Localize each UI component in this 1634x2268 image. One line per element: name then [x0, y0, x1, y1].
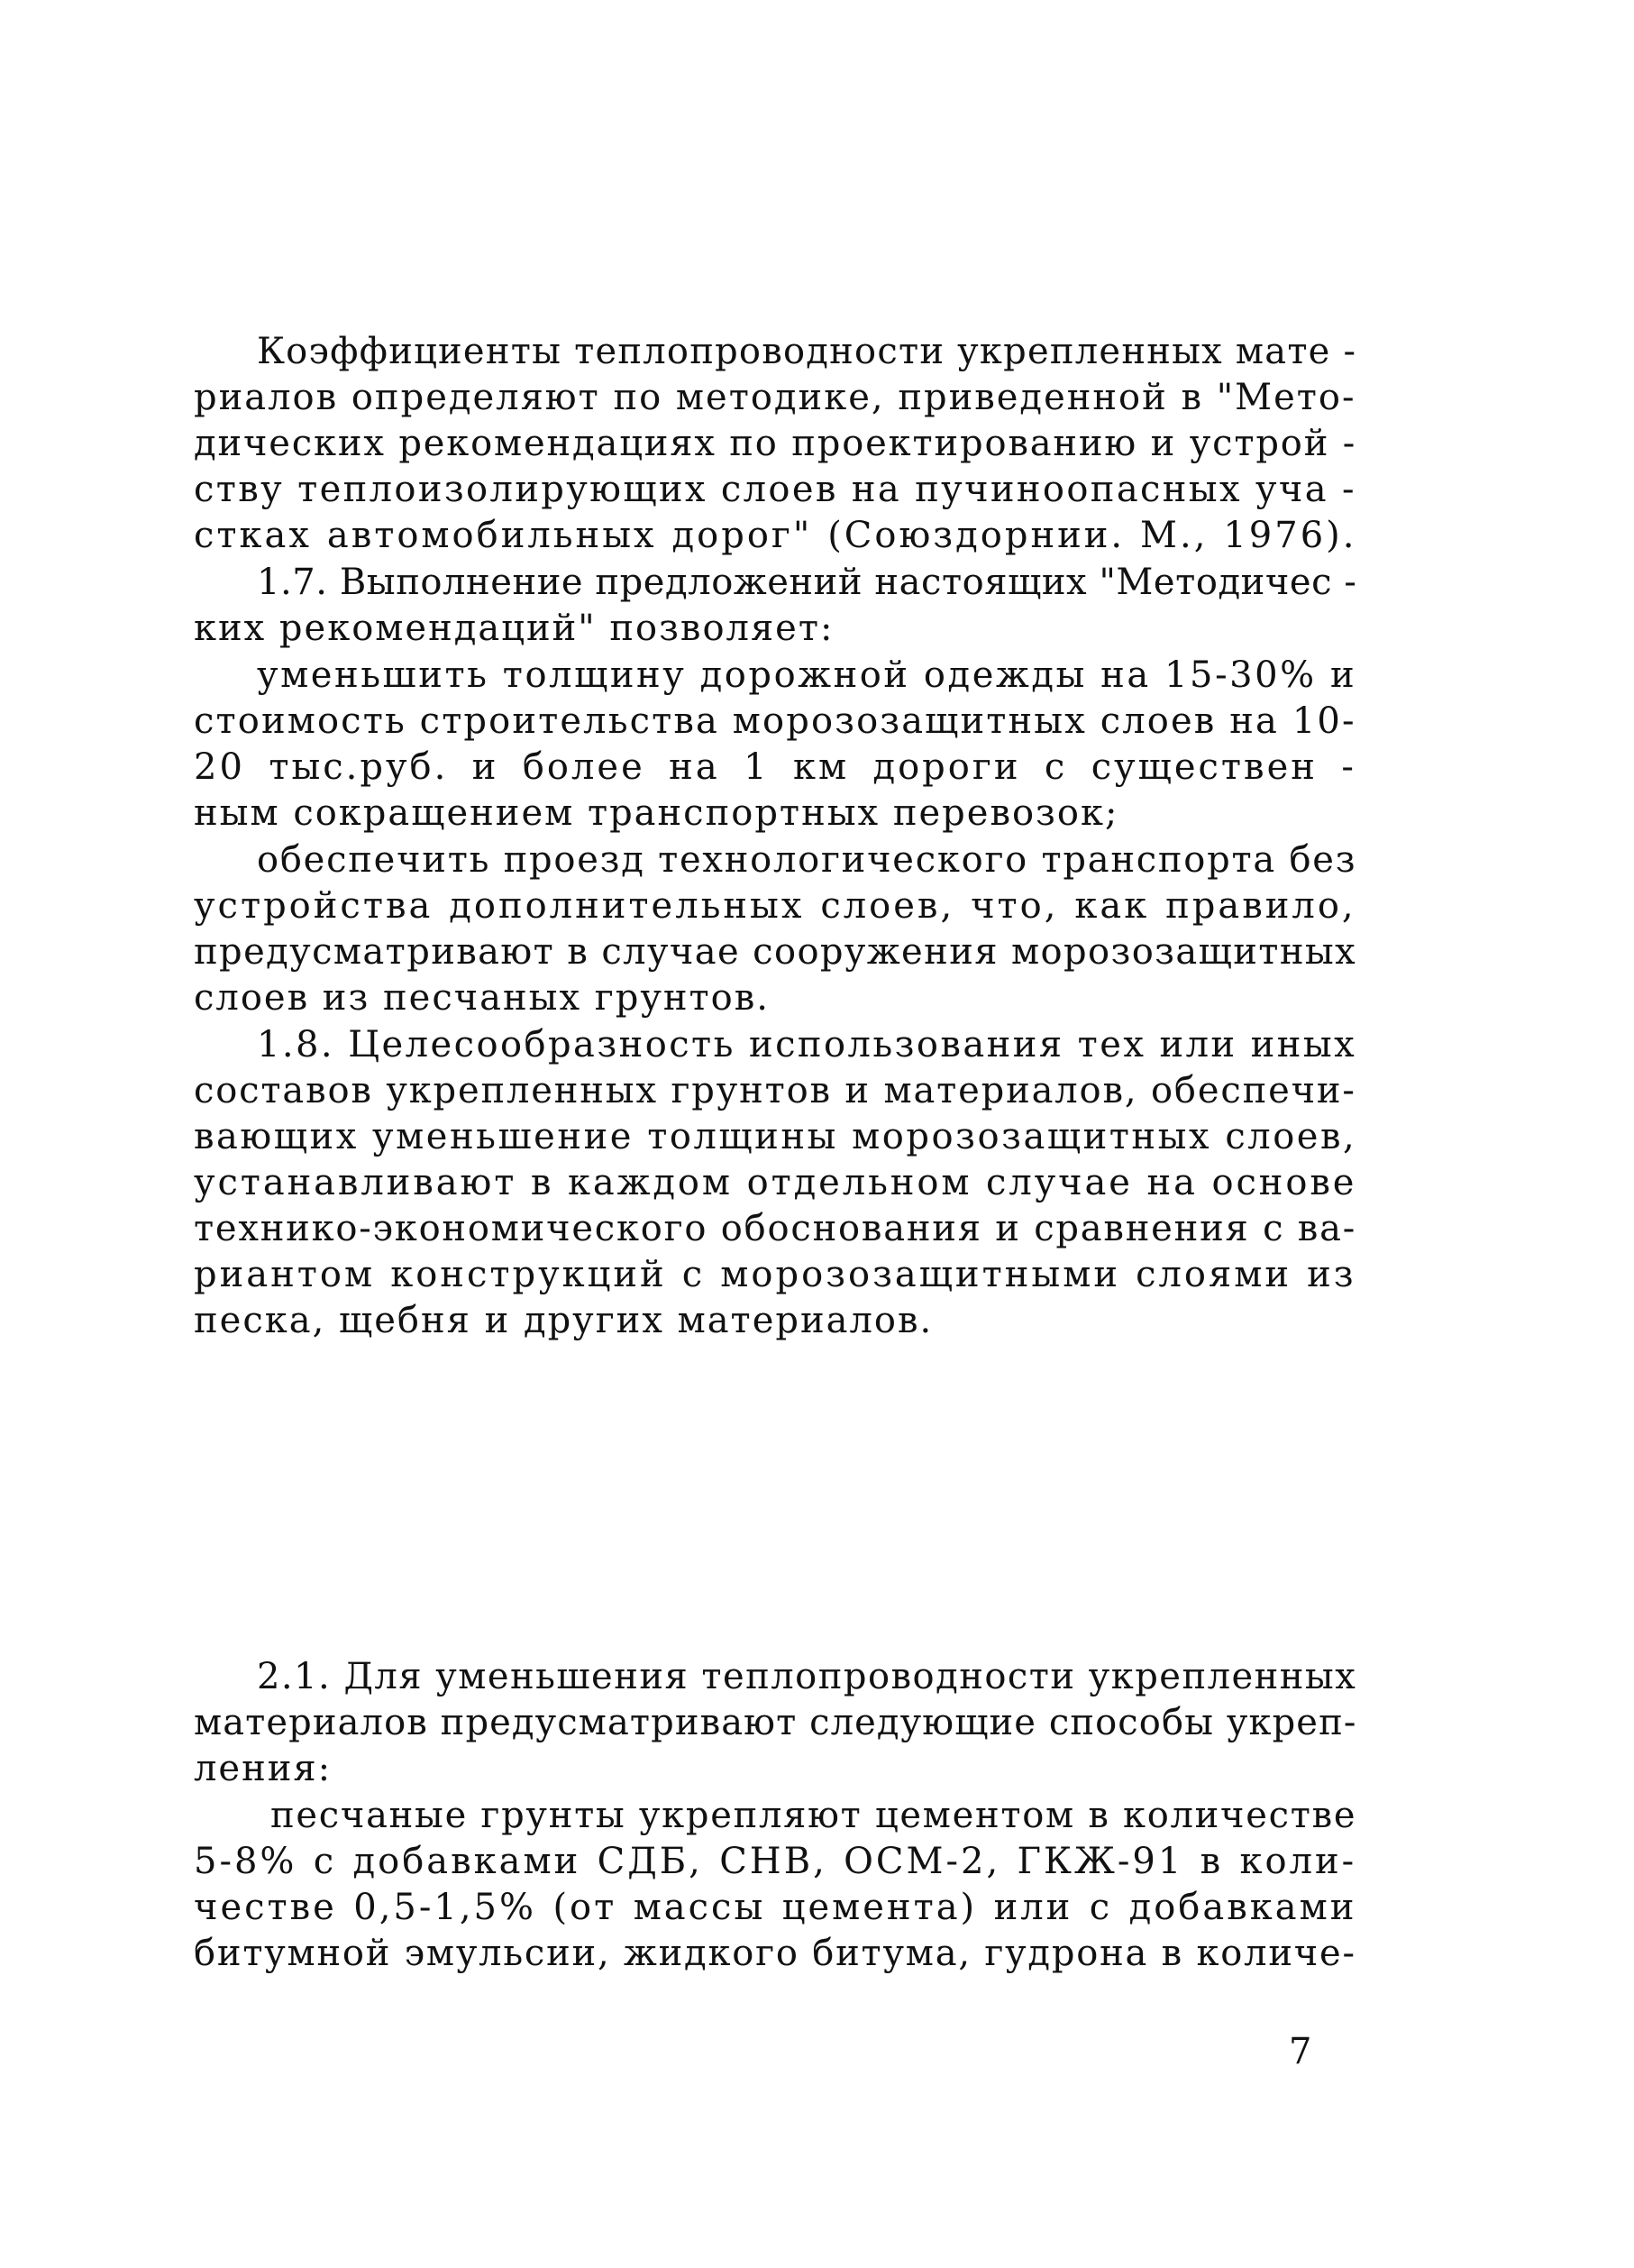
page-number: 7: [1289, 2031, 1312, 2072]
text-line: ких рекомендаций" позволяет:: [194, 608, 835, 649]
text-line: ству теплоизолирующих слоев на пучиноопасных уча -: [194, 469, 1356, 510]
text-line: песчаные грунты укрепляют цементом в количестве: [270, 1795, 1356, 1836]
text-line: ления:: [194, 1748, 333, 1789]
text-line: устройства дополнительных слоев, что, как правило,: [194, 885, 1356, 927]
text-line: технико-экономического обоснования и сравнения с ва-: [194, 1208, 1356, 1249]
text-line: ным сокращением транспортных перевозок;: [194, 792, 1119, 834]
text-line: Коэффициенты теплопроводности укрепленных мате -: [257, 331, 1356, 372]
text-line: уменьшить толщину дорожной одежды на 15-30% и: [257, 654, 1356, 696]
text-line: риалов определяют по методике, приведенной в "Мето-: [194, 377, 1356, 418]
text-line: 5-8% с добавками СДБ, СНВ, ОСМ-2, ГКЖ-91 в коли-: [194, 1841, 1356, 1882]
text-line: 1.7. Выполнение предложений настоящих "Методичес -: [257, 562, 1356, 603]
text-line: честве 0,5-1,5% (от массы цемента) или с добавками: [194, 1887, 1356, 1928]
text-line: 20 тыс.руб. и более на 1 км дороги с существен -: [194, 746, 1356, 788]
text-line: предусматривают в случае сооружения морозозащитных: [194, 931, 1356, 973]
text-line: слоев из песчаных грунтов.: [194, 977, 770, 1019]
text-line: обеспечить проезд технологического транспорта без: [257, 839, 1356, 881]
text-line: песка, щебня и других материалов.: [194, 1300, 934, 1341]
text-line: стках автомобильных дорог" (Союздорнии. М., 1976).: [194, 515, 1356, 556]
text-line: 1.8. Целесообразность использования тех или иных: [257, 1024, 1356, 1065]
text-line: риантом конструкций с морозозащитными слоями из: [194, 1254, 1356, 1295]
text-line: устанавливают в каждом отдельном случае на основе: [194, 1162, 1356, 1203]
text-line: 2.1. Для уменьшения теплопроводности укрепленных: [257, 1656, 1356, 1697]
text-line: дических рекомендациях по проектированию и устрой -: [194, 423, 1356, 464]
text-line: материалов предусматривают следующие способы укреп-: [194, 1702, 1356, 1743]
text-line: составов укрепленных грунтов и материалов, обеспечи-: [194, 1070, 1356, 1111]
text-line: стоимость строительства морозозащитных слоев на 10-: [194, 700, 1356, 742]
text-line: вающих уменьшение толщины морозозащитных слоев,: [194, 1116, 1356, 1157]
text-line: битумной эмульсии, жидкого битума, гудрона в количе-: [194, 1933, 1356, 1974]
